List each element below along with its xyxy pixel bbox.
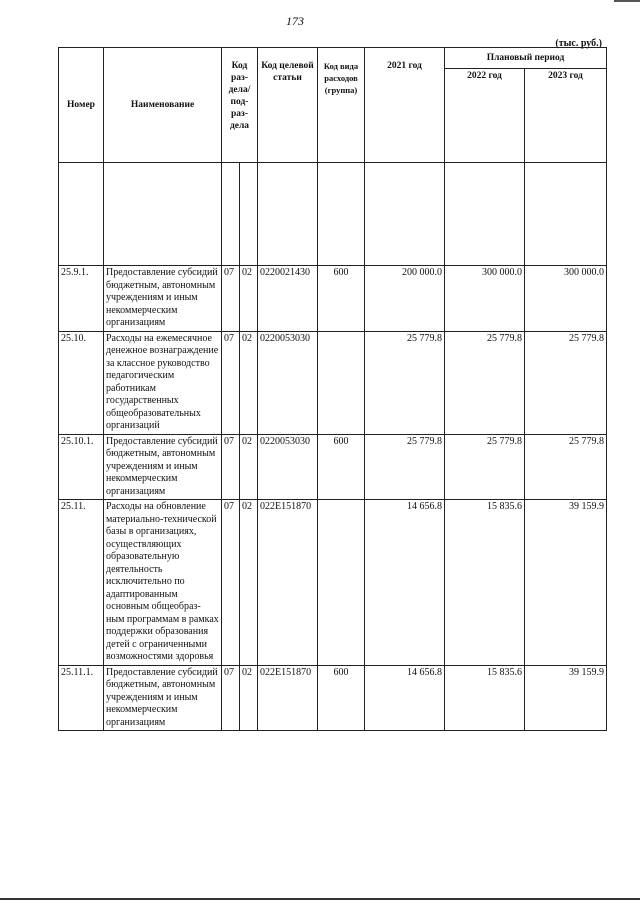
row-section: 07	[222, 500, 240, 666]
row-subsection: 02	[240, 500, 258, 666]
row-target: 022E151870	[258, 500, 318, 666]
table-spacer-row	[59, 163, 607, 266]
row-expense-type: 600	[318, 266, 365, 332]
bottom-rule	[0, 898, 640, 900]
header-2022: 2022 год	[445, 69, 525, 163]
row-number: 25.10.1.	[59, 434, 104, 500]
row-number: 25.9.1.	[59, 266, 104, 332]
row-2021: 25 779.8	[365, 434, 445, 500]
table-row	[59, 665, 607, 731]
row-subsection: 02	[240, 331, 258, 434]
row-2021: 25 779.8	[365, 331, 445, 434]
row-section: 07	[222, 665, 240, 731]
row-expense-type	[318, 500, 365, 666]
row-number: 25.11.1.	[59, 665, 104, 731]
header-planned-period: Плановый период	[445, 48, 607, 69]
row-name: Предоставление субсидий бюджетным, автономным учреждениям и иным некоммерческим организациям	[104, 434, 222, 500]
row-expense-type: 600	[318, 434, 365, 500]
row-2023: 25 779.8	[525, 434, 607, 500]
row-number: 25.10.	[59, 331, 104, 434]
row-2023: 300 000.0	[525, 266, 607, 332]
row-section: 07	[222, 266, 240, 332]
row-number: 25.11.	[59, 500, 104, 666]
row-2022: 25 779.8	[445, 434, 525, 500]
row-2023: 39 159.9	[525, 500, 607, 666]
row-2021: 14 656.8	[365, 665, 445, 731]
table-row	[59, 331, 607, 434]
header-expense-type: Код вида расходов (группа)	[318, 48, 365, 163]
row-target: 0220021430	[258, 266, 318, 332]
row-2023: 39 159.9	[525, 665, 607, 731]
row-target: 022E151870	[258, 665, 318, 731]
row-2023: 25 779.8	[525, 331, 607, 434]
header-name: Наименование	[104, 48, 222, 163]
row-subsection: 02	[240, 665, 258, 731]
row-subsection: 02	[240, 266, 258, 332]
row-expense-type	[318, 331, 365, 434]
header-section: Код раз-дела/ под-раз-дела	[222, 48, 258, 163]
table-row	[59, 266, 607, 332]
header-2023: 2023 год	[525, 69, 607, 163]
row-name: Расходы на обновление материально-технической базы в организациях, осуществляющих образовательную деятельность исключительно по адаптированным основным общеобраз-ным программам в рамках поддержки образования детей с ограниченными возможностями здоровья	[104, 500, 222, 666]
header-number: Номер	[59, 48, 104, 163]
table-row	[59, 434, 607, 500]
row-2021: 14 656.8	[365, 500, 445, 666]
row-section: 07	[222, 331, 240, 434]
row-name: Предоставление субсидий бюджетным, автономным учреждениям и иным некоммерческим организациям	[104, 266, 222, 332]
corner-mark	[614, 0, 640, 2]
row-name: Расходы на ежемесячное денежное вознаграждение за классное руководство педагогическим работникам государственных общеобразовательных организаций	[104, 331, 222, 434]
header-target: Код целевой статьи	[258, 48, 318, 163]
row-name: Предоставление субсидий бюджетным, автономным учреждениям и иным некоммерческим организациям	[104, 665, 222, 731]
row-subsection: 02	[240, 434, 258, 500]
row-section: 07	[222, 434, 240, 500]
header-2021: 2021 год	[365, 48, 445, 163]
table-row	[59, 500, 607, 666]
units-label: (тыс. руб.)	[555, 38, 602, 49]
page-number: 173	[286, 14, 304, 28]
row-target: 0220053030	[258, 434, 318, 500]
row-2022: 25 779.8	[445, 331, 525, 434]
row-2022: 15 835.6	[445, 500, 525, 666]
row-expense-type: 600	[318, 665, 365, 731]
row-2022: 15 835.6	[445, 665, 525, 731]
row-2022: 300 000.0	[445, 266, 525, 332]
budget-table	[58, 47, 607, 731]
row-2021: 200 000.0	[365, 266, 445, 332]
row-target: 0220053030	[258, 331, 318, 434]
